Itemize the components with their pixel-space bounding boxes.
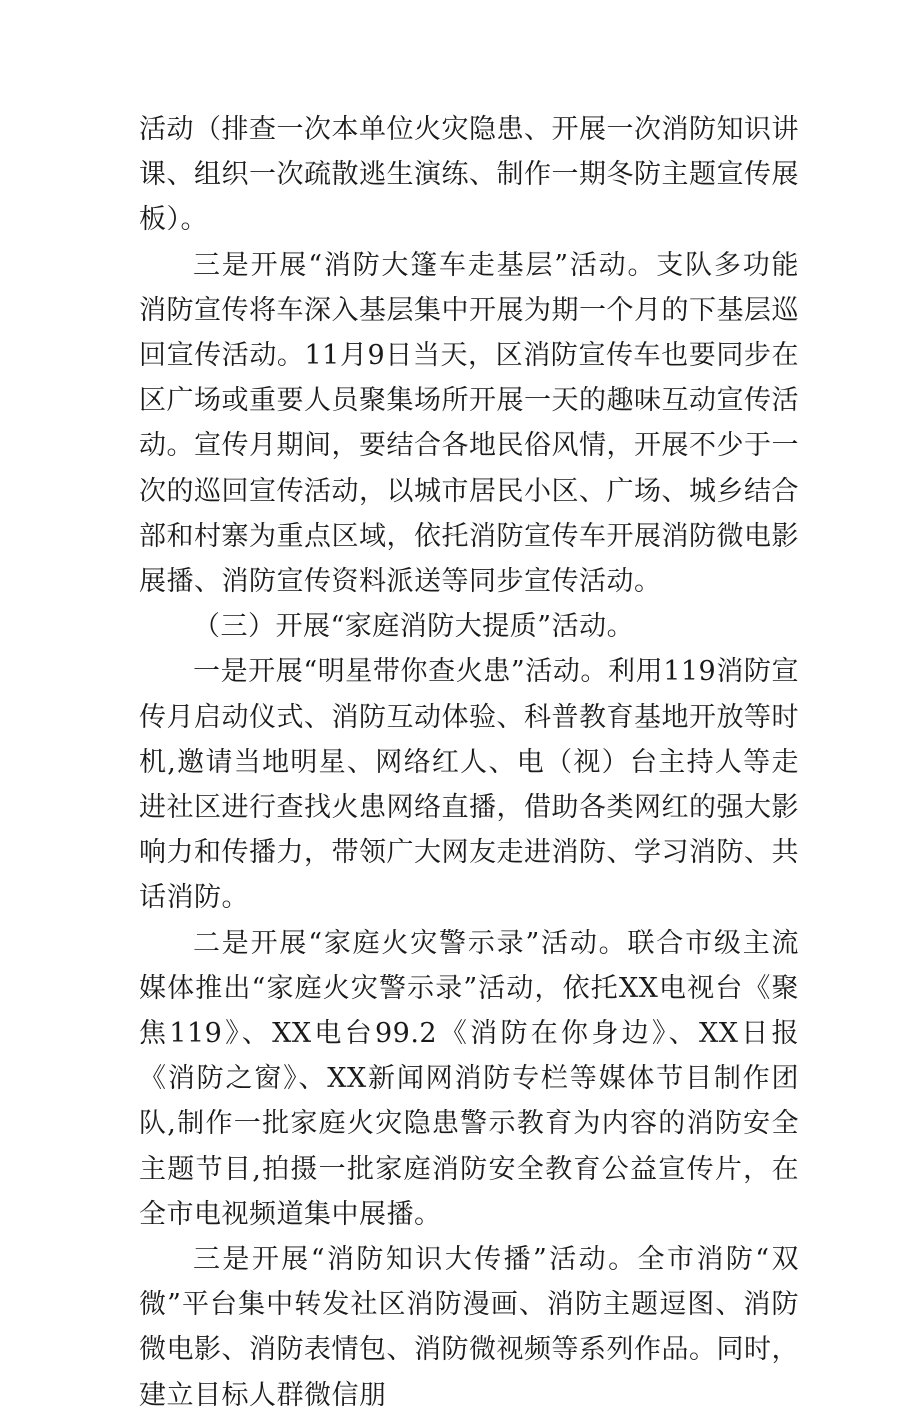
paragraph-activity-list: 活动（排查一次本单位火灾隐患、开展一次消防知识讲课、组织一次疏散逃生演练、制作一期冬防主题宣传展板）。 [139, 114, 799, 236]
paragraph-fire-caravan: 三是开展“消防大篷车走基层”活动。支队多功能消防宣传将车深入基层集中开展为期一个月的下基层巡回宣传活动。11月9日当天，区消防宣传车也要同步在区广场或重要人员聚集场所开展一天的趣味互动宣传活动。宣传月期间，要结合各地民俗风情，开展不少于一次的巡回宣传活动，以城市居民小区、广场、城乡结合部和村寨为重点区域，依托消防宣传车开展消防微电影展播、消防宣传资料派送等同步宣传活动。 [139, 249, 799, 598]
paragraph-fire-warning-record: 二是开展“家庭火灾警示录”活动。联合市级主流媒体推出“家庭火灾警示录”活动，依托XX电视台《聚焦119》、XX电台99.2《消防在你身边》、XX日报《消防之窗》、XX新闻网消防专栏等媒体节目制作团队,制作一批家庭火灾隐患警示教育为内容的消防安全主题节目,拍摄一批家庭消防安全教育公益宣传片，在全市电视频道集中展播。 [139, 927, 799, 1230]
paragraph-celebrity-inspection: 一是开展“明星带你查火患”活动。利用119消防宣传月启动仪式、消防互动体验、科普教育基地开放等时机,邀请当地明星、网络红人、电（视）台主持人等走进社区进行查找火患网络直播，借助各类网红的强大影响力和传播力，带领广大网友走进消防、学习消防、共话消防。 [139, 656, 799, 914]
paragraph-section-heading-3: （三）开展“家庭消防大提质”活动。 [193, 611, 635, 643]
document-body [139, 107, 799, 1418]
paragraph-knowledge-spread: 三是开展“消防知识大传播”活动。全市消防“双微”平台集中转发社区消防漫画、消防主题逗图、消防微电影、消防表情包、消防微视频等系列作品。同时，建立目标人群微信朋 [139, 1244, 799, 1411]
